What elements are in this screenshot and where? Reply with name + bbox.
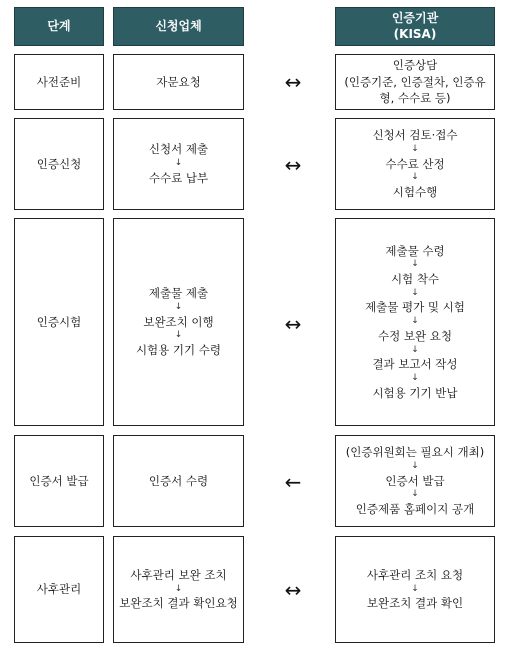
stage-cell-prep <box>14 54 104 110</box>
down-arrow-icon: ↓ <box>411 287 419 298</box>
agency-cell-application <box>335 118 495 210</box>
down-arrow-icon: ↓ <box>174 301 183 312</box>
applicant-step: 시험용 기기 수령 <box>135 343 222 358</box>
down-arrow-icon: ↓ <box>411 460 419 471</box>
agency-step: 시험 착수 <box>390 272 440 287</box>
header-stage-label: 단계 <box>47 18 71 33</box>
stage-label: 인증신청 <box>36 156 82 171</box>
header-applicant <box>113 7 244 46</box>
agency-cell-issuance <box>335 435 495 527</box>
down-arrow-icon: ↓ <box>411 172 419 183</box>
agency-step: 제출물 수령 <box>385 243 445 258</box>
applicant-step: 자문요청 <box>156 74 201 89</box>
down-arrow-icon: ↓ <box>411 143 419 154</box>
stage-cell-aftercare <box>14 536 104 643</box>
agency-step: (인증위원회는 필요시 개최) <box>345 445 485 460</box>
bidirectional-arrow-icon: ↔ <box>284 70 302 94</box>
agency-step: 인증상담 <box>392 57 438 72</box>
down-arrow-icon: ↓ <box>411 583 419 594</box>
stage-label: 인증서 발급 <box>29 473 89 488</box>
down-arrow-icon: ↓ <box>411 372 419 383</box>
applicant-step: 사후관리 보완 조치 <box>130 567 227 582</box>
stage-cell-issuance <box>14 435 104 527</box>
down-arrow-icon: ↓ <box>411 259 419 270</box>
agency-step: 수수료 산정 <box>385 156 445 171</box>
agency-step: 제출물 평가 및 시험 <box>365 300 465 315</box>
header-stage <box>14 7 104 46</box>
down-arrow-icon: ↓ <box>411 489 419 500</box>
stage-label: 사후관리 <box>36 582 82 597</box>
agency-step: 신청서 검토·접수 <box>372 128 458 143</box>
agency-cell-prep <box>335 54 495 110</box>
agency-step: 형, 수수료 등) <box>379 91 451 106</box>
applicant-cell-aftercare <box>113 536 244 643</box>
applicant-step: 보완조치 결과 확인요청 <box>119 596 238 611</box>
header-agency-sublabel: (KISA) <box>393 26 437 41</box>
down-arrow-icon: ↓ <box>174 330 183 341</box>
agency-cell-testing <box>335 218 495 426</box>
applicant-cell-testing <box>113 218 244 426</box>
agency-step: 결과 보고서 작성 <box>372 357 458 372</box>
down-arrow-icon: ↓ <box>174 158 183 169</box>
agency-step: 수정 보완 요청 <box>378 328 452 343</box>
agency-step: (인증기준, 인증절차, 인증유 <box>344 74 486 89</box>
agency-step: 사후관리 조치 요청 <box>366 567 464 582</box>
down-arrow-icon: ↓ <box>174 583 183 594</box>
applicant-cell-application <box>113 118 244 210</box>
bidirectional-arrow-icon: ↔ <box>284 153 302 177</box>
agency-step: 인증제품 홈페이지 공개 <box>355 502 475 517</box>
applicant-step: 인증서 수령 <box>148 473 209 488</box>
header-applicant-label: 신청업체 <box>155 18 202 33</box>
header-agency <box>335 7 495 46</box>
down-arrow-icon: ↓ <box>411 316 419 327</box>
stage-cell-testing <box>14 218 104 426</box>
stage-label: 사전준비 <box>36 74 82 89</box>
applicant-cell-prep <box>113 54 244 110</box>
applicant-step: 수수료 납부 <box>148 170 209 185</box>
stage-cell-application <box>14 118 104 210</box>
bidirectional-arrow-icon: ↔ <box>284 578 302 602</box>
applicant-step: 제출물 제출 <box>148 286 209 301</box>
down-arrow-icon: ↓ <box>411 344 419 355</box>
agency-cell-aftercare <box>335 536 495 643</box>
header-agency-label: 인증기관 <box>391 10 439 25</box>
left-arrow-icon: ← <box>284 470 302 494</box>
stage-label: 인증시험 <box>36 314 82 329</box>
bidirectional-arrow-icon: ↔ <box>284 312 302 336</box>
agency-step: 인증서 발급 <box>385 473 445 488</box>
applicant-cell-issuance <box>113 435 244 527</box>
applicant-step: 신청서 제출 <box>148 142 209 157</box>
agency-step: 보완조치 결과 확인 <box>366 596 464 611</box>
agency-step: 시험수행 <box>392 185 438 200</box>
agency-step: 시험용 기기 반납 <box>372 385 458 400</box>
applicant-step: 보완조치 이행 <box>143 314 214 329</box>
